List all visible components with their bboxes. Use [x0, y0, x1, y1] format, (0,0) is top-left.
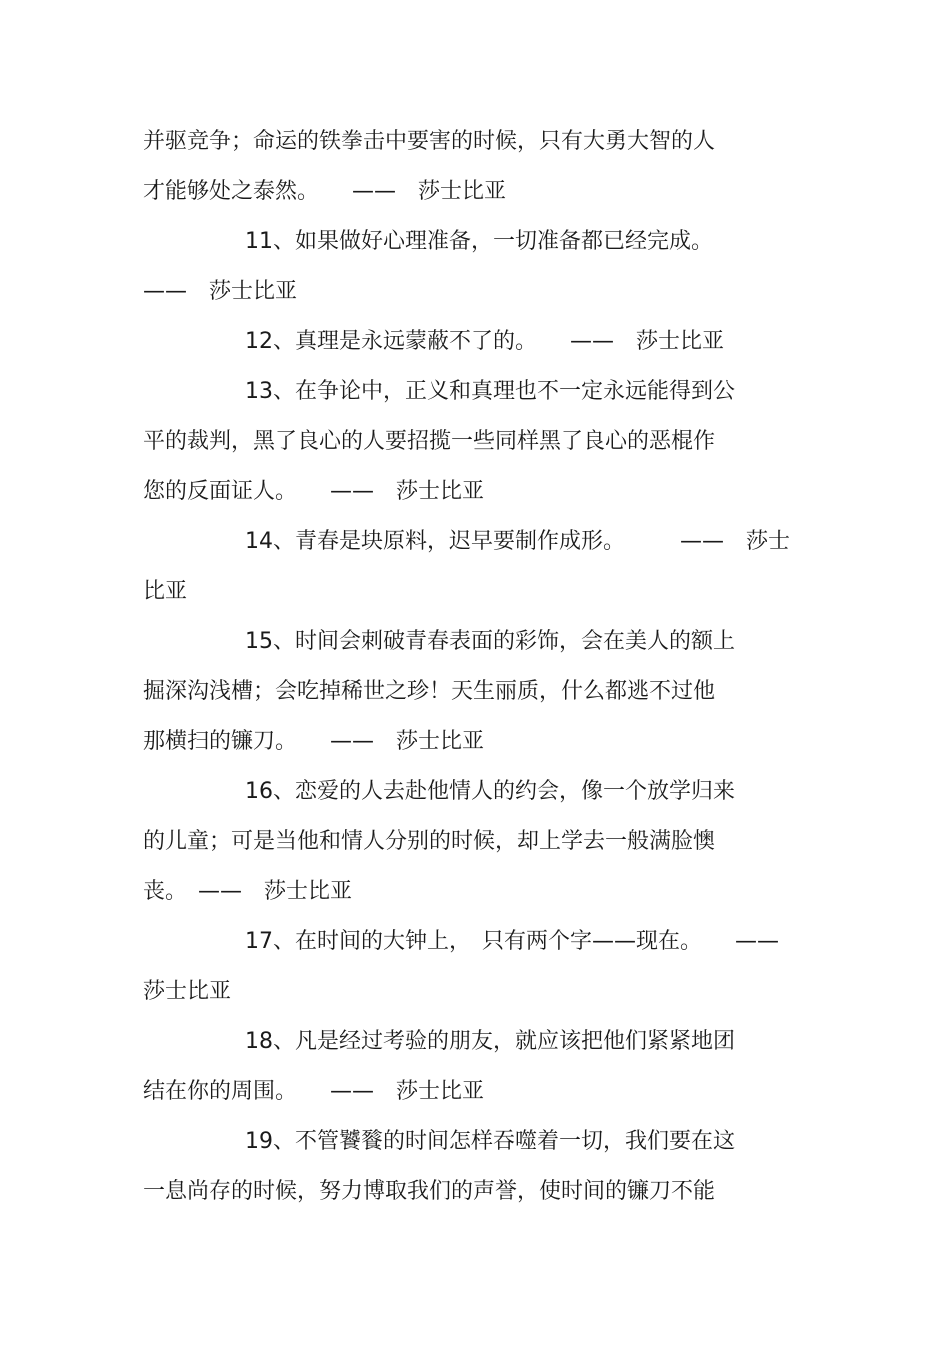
text-line: 并驱竞争；命运的铁拳击中要害的时候，只有大勇大智的人 — [143, 129, 716, 154]
text-line: 比亚 — [143, 579, 188, 604]
quote-15-line: 15、时间会刺破青春表面的彩饰，会在美人的额上 — [245, 629, 735, 654]
quote-16-line: 16、恋爱的人去赴他情人的约会，像一个放学归来 — [245, 779, 735, 804]
text-line: —— 莎士比亚 — [143, 279, 298, 304]
quote-17-line: 17、在时间的大钟上， 只有两个字——现在。 —— — [245, 929, 779, 954]
quote-11-line: 11、如果做好心理准备，一切准备都已经完成。 — [245, 229, 713, 254]
text-line: 平的裁判，黑了良心的人要招揽一些同样黑了良心的恶棍作 — [143, 429, 716, 454]
text-line: 莎士比亚 — [143, 979, 232, 1004]
text-line: 才能够处之泰然。 —— 莎士比亚 — [143, 179, 507, 204]
text-line: 结在你的周围。 —— 莎士比亚 — [143, 1079, 485, 1104]
text-line: 您的反面证人。 —— 莎士比亚 — [143, 479, 485, 504]
quote-12-line: 12、真理是永远蒙蔽不了的。 —— 莎士比亚 — [245, 329, 724, 354]
text-line: 的儿童；可是当他和情人分别的时候，却上学去一般满脸懊 — [143, 829, 716, 854]
quote-19-line: 19、不管饕餮的时间怎样吞噬着一切，我们要在这 — [245, 1129, 735, 1154]
quote-14-line: 14、青春是块原料，迟早要制作成形。 —— 莎士 — [245, 529, 790, 554]
quote-13-line: 13、在争论中，正义和真理也不一定永远能得到公 — [245, 379, 735, 404]
quote-18-line: 18、凡是经过考验的朋友，就应该把他们紧紧地团 — [245, 1029, 735, 1054]
text-line: 那横扫的镰刀。 —— 莎士比亚 — [143, 729, 485, 754]
text-line: 掘深沟浅槽；会吃掉稀世之珍！天生丽质，什么都逃不过他 — [143, 679, 716, 704]
text-line: 一息尚存的时候，努力博取我们的声誉，使时间的镰刀不能 — [143, 1179, 716, 1204]
text-line: 丧。 —— 莎士比亚 — [143, 879, 353, 904]
